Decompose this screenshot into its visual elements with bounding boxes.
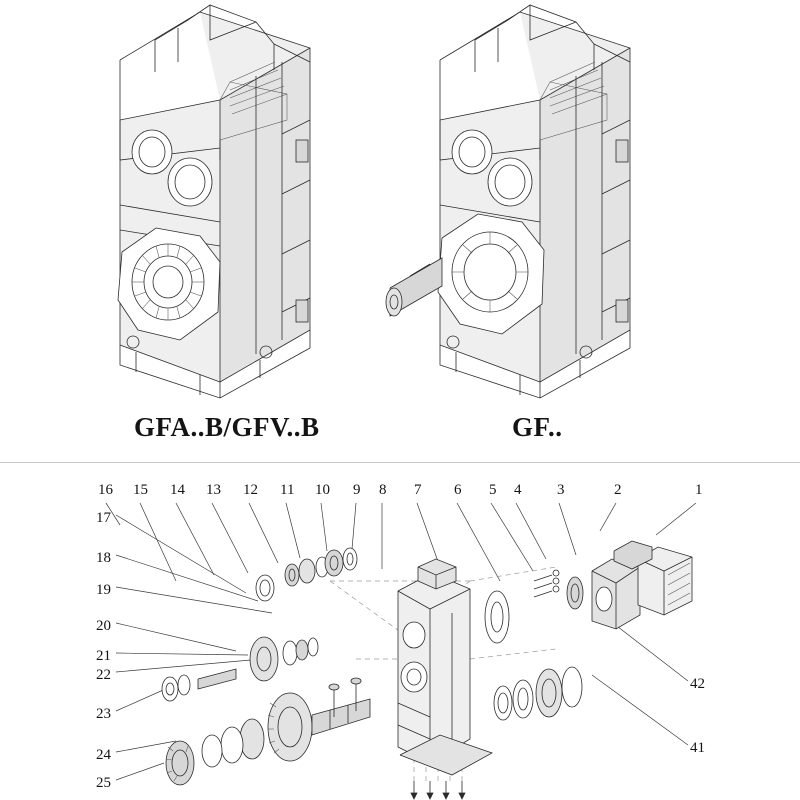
caption-gf: GF.. <box>512 412 563 442</box>
callout-24: 24 <box>96 747 111 763</box>
gearbox-solid-shaft-drawing <box>380 0 700 410</box>
callout-42: 42 <box>690 676 705 692</box>
callout-8: 8 <box>379 482 387 498</box>
callout-10: 10 <box>315 482 330 498</box>
callout-3: 3 <box>557 482 565 498</box>
callout-22: 22 <box>96 667 111 683</box>
callout-23: 23 <box>96 706 111 722</box>
callout-13: 13 <box>206 482 221 498</box>
callout-20: 20 <box>96 618 111 634</box>
callout-19: 19 <box>96 582 111 598</box>
callout-7: 7 <box>414 482 422 498</box>
callout-4: 4 <box>514 482 522 498</box>
callout-16: 16 <box>98 482 113 498</box>
callout-12: 12 <box>243 482 258 498</box>
gearbox-hollow-shaft-drawing <box>60 0 380 410</box>
callout-1: 1 <box>695 482 703 498</box>
callout-41: 41 <box>690 740 705 756</box>
exploded-view-drawing <box>0 463 800 800</box>
callout-25: 25 <box>96 775 111 791</box>
callout-2: 2 <box>614 482 622 498</box>
callout-15: 15 <box>133 482 148 498</box>
caption-row <box>0 412 800 456</box>
callout-5: 5 <box>489 482 497 498</box>
callout-11: 11 <box>280 482 295 498</box>
callout-17: 17 <box>96 510 111 526</box>
callout-14: 14 <box>170 482 185 498</box>
exploded-view-section <box>0 463 800 800</box>
callout-9: 9 <box>353 482 361 498</box>
callout-18: 18 <box>96 550 111 566</box>
callout-21: 21 <box>96 648 111 664</box>
caption-gfab-gfvb: GFA..B/GFV..B <box>134 412 320 442</box>
callout-6: 6 <box>454 482 462 498</box>
